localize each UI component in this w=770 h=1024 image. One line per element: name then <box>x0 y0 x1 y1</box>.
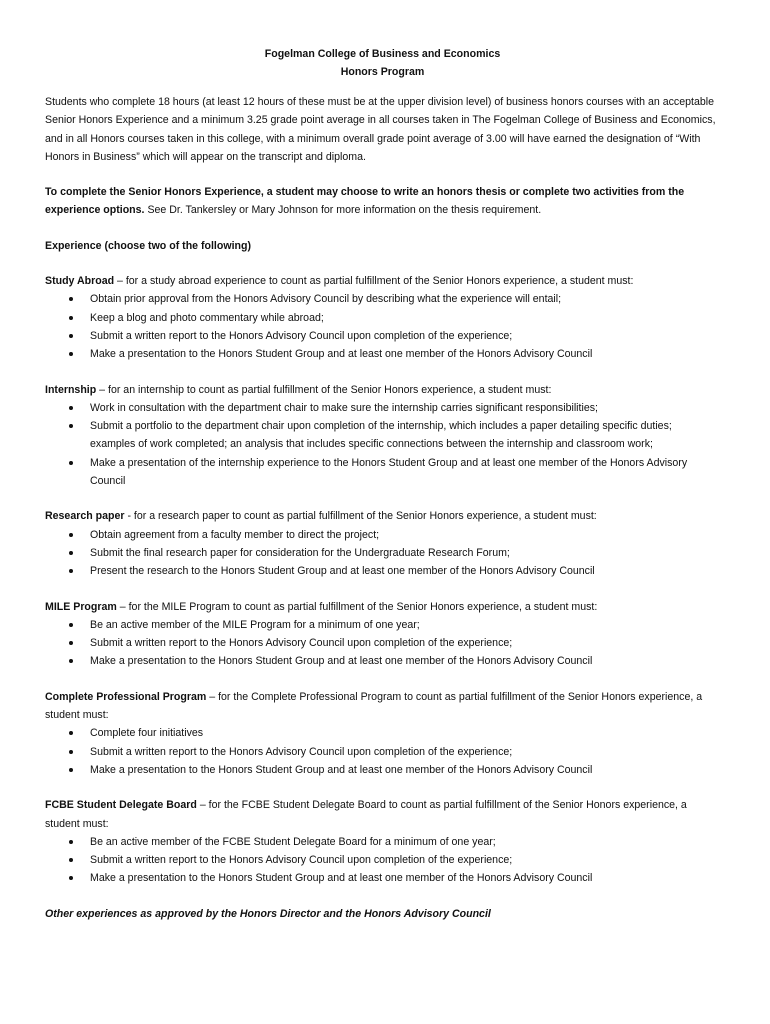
experience-section <box>45 598 720 671</box>
requirement-item: Submit a written report to the Honors Advisory Council upon completion of the experience; <box>90 851 720 869</box>
section-intro <box>45 598 720 616</box>
experience-heading: Experience (choose two of the following) <box>45 239 252 252</box>
college-name: Fogelman College of Business and Economics <box>264 48 501 60</box>
requirement-item: Submit a written report to the Honors Advisory Council upon completion of the experience; <box>90 327 720 345</box>
section-title: Study Abroad <box>45 275 115 288</box>
senior-honors-rest: See Dr. Tankersley or Mary Johnson for more information on the thesis requirement. <box>144 204 542 217</box>
experience-section <box>45 272 720 363</box>
section-title: Research paper <box>45 510 125 523</box>
section-description: – for an internship to count as partial fulfillment of the Senior Honors experience, a student must: <box>96 383 552 396</box>
requirement-list <box>45 290 720 363</box>
requirement-item: Work in consultation with the department chair to make sure the internship carries significant responsibilities; <box>90 399 720 417</box>
requirement-item: Make a presentation to the Honors Student Group and at least one member of the Honors Advisory Council <box>90 652 720 670</box>
section-intro <box>45 272 720 290</box>
section-title: MILE Program <box>45 600 117 613</box>
section-description: – for the FCBE Student Delegate Board to count as partial fulfillment of the Senior Honors experience, a student must: <box>45 799 687 830</box>
requirement-item: Make a presentation to the Honors Student Group and at least one member of the Honors Advisory Council <box>90 345 720 363</box>
requirement-item: Be an active member of the FCBE Student Delegate Board for a minimum of one year; <box>90 833 720 851</box>
section-intro <box>45 507 720 525</box>
section-intro <box>45 381 720 399</box>
section-intro <box>45 688 720 725</box>
footer-note: Other experiences as approved by the Honors Director and the Honors Advisory Council <box>45 907 491 920</box>
section-title: Internship <box>45 383 97 396</box>
requirement-item: Keep a blog and photo commentary while abroad; <box>90 309 720 327</box>
requirement-list <box>45 833 720 888</box>
requirement-list <box>45 526 720 581</box>
requirement-item: Complete four initiatives <box>90 724 720 742</box>
senior-honors-bold: To complete the Senior Honors Experience, a student may choose to write an honors thesis or complete two activities from the experience options. <box>45 186 685 217</box>
section-description: – for a study abroad experience to count as partial fulfillment of the Senior Honors experience, a student must: <box>114 275 634 288</box>
requirement-item: Make a presentation of the internship experience to the Honors Student Group and at least one member of the Honors Advisory Council <box>90 454 720 491</box>
requirement-item: Be an active member of the MILE Program for a minimum of one year; <box>90 616 720 634</box>
section-description: – for the MILE Program to count as partial fulfillment of the Senior Honors experience, a student must: <box>116 600 598 613</box>
requirement-item: Obtain prior approval from the Honors Advisory Council by describing what the experience will entail; <box>90 290 720 308</box>
requirement-item: Submit a written report to the Honors Advisory Council upon completion of the experience; <box>90 634 720 652</box>
experience-sections <box>45 272 720 888</box>
requirement-item: Make a presentation to the Honors Student Group and at least one member of the Honors Advisory Council <box>90 869 720 887</box>
section-title: FCBE Student Delegate Board <box>45 799 197 812</box>
requirement-item: Make a presentation to the Honors Student Group and at least one member of the Honors Advisory Council <box>90 761 720 779</box>
requirement-item: Submit the final research paper for consideration for the Undergraduate Research Forum; <box>90 544 720 562</box>
document-header <box>45 45 720 81</box>
section-title: Complete Professional Program <box>45 690 207 703</box>
intro-paragraph: Students who complete 18 hours (at least 12 hours of these must be at the upper division level) of business honors courses with an acceptable Senior Honors Experience and a minimum 3.25 grade point average in all courses taken in The Fogelman College of Business and Economics, and in all Honors courses taken in this college, with a minimum overall grade point average of 3.00 will have earned the designation of “With Honors in Business” which will appear on the transcript and diploma. <box>45 96 716 163</box>
section-description: - for a research paper to count as partial fulfillment of the Senior Honors experience, a student must: <box>124 510 597 523</box>
requirement-list <box>45 616 720 671</box>
experience-section <box>45 796 720 887</box>
experience-section <box>45 507 720 580</box>
experience-section <box>45 688 720 779</box>
senior-honors-paragraph <box>45 183 720 220</box>
requirement-list <box>45 724 720 779</box>
requirement-item: Present the research to the Honors Student Group and at least one member of the Honors Advisory Council <box>90 562 720 580</box>
requirement-item: Obtain agreement from a faculty member to direct the project; <box>90 526 720 544</box>
section-intro <box>45 796 720 833</box>
requirement-item: Submit a written report to the Honors Advisory Council upon completion of the experience; <box>90 743 720 761</box>
experience-section <box>45 381 720 491</box>
section-description: – for the Complete Professional Program to count as partial fulfillment of the Senior Honors experience, a student must: <box>45 690 703 722</box>
requirement-item: Submit a portfolio to the department chair upon completion of the internship, which includes a paper detailing specific duties; examples of work completed; an analysis that includes specific connections between the internship and classroom work; <box>90 417 720 454</box>
program-name: Honors Program <box>340 66 425 78</box>
requirement-list <box>45 399 720 490</box>
